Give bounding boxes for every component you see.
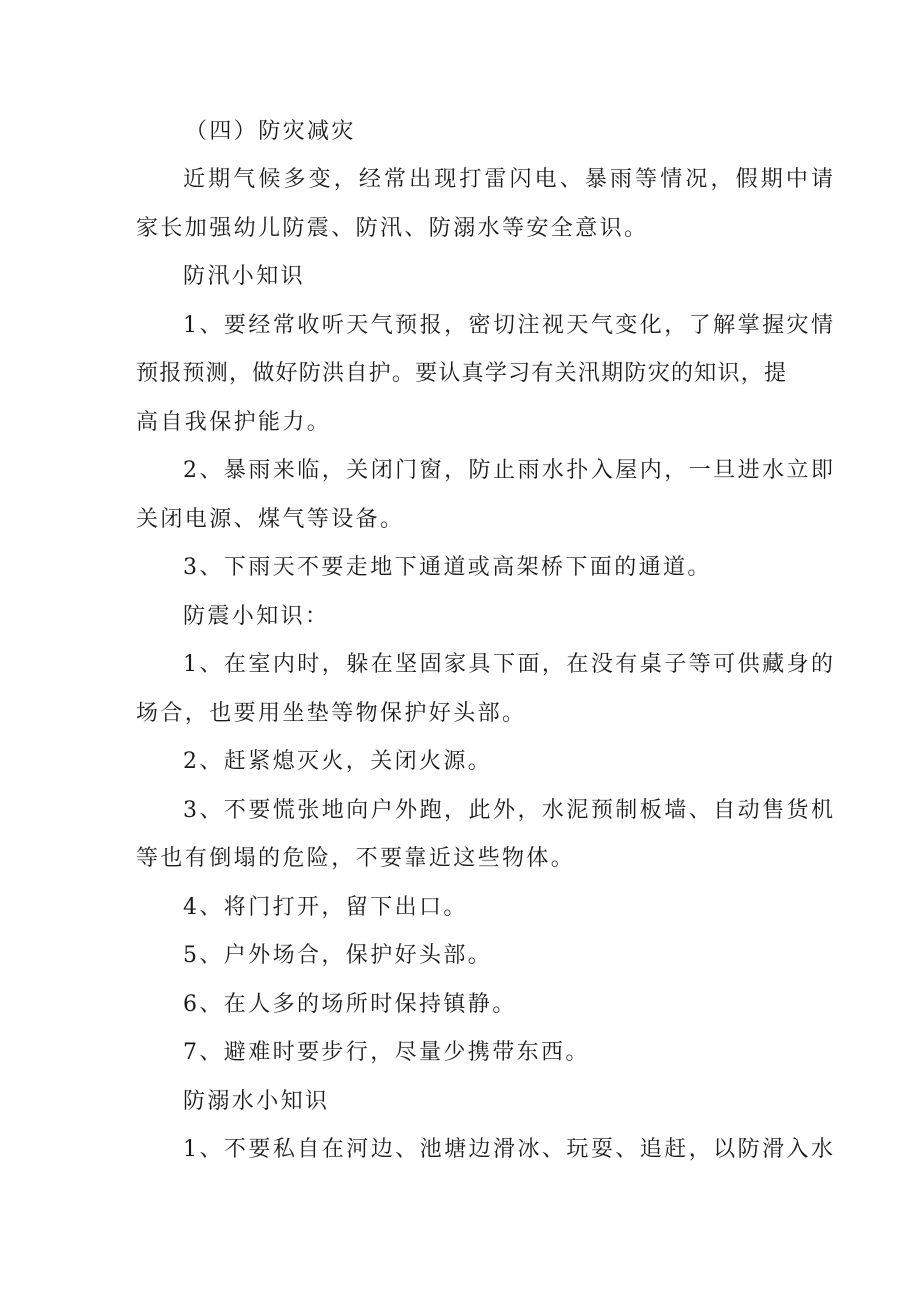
paragraph-line: 关闭电源、煤气等设备。 xyxy=(136,507,405,532)
paragraph-line: 1、在室内时，躲在坚固家具下面，在没有桌子等可供藏身的 xyxy=(183,652,833,677)
paragraph-line: 预报预测，做好防洪自护。要认真学习有关汛期防灾的知识，提 xyxy=(136,361,786,386)
section-heading: （四）防灾减灾 xyxy=(185,119,356,144)
paragraph-line: 1、不要私自在河边、池塘边滑冰、玩耍、追赶，以防滑入水 xyxy=(183,1137,833,1162)
paragraph-line: 3、不要慌张地向户外跑，此外，水泥预制板墙、自动售货机 xyxy=(183,798,833,823)
paragraph-line: 5、户外场合，保护好头部。 xyxy=(183,943,493,968)
paragraph-line: 等也有倒塌的危险，不要靠近这些物体。 xyxy=(136,846,576,871)
subheading-flood: 防汛小知识 xyxy=(183,264,306,289)
paragraph-line: 高自我保护能力。 xyxy=(136,410,332,435)
subheading-drowning: 防溺水小知识 xyxy=(183,1089,330,1114)
paragraph-line: 4、将门打开，留下出口。 xyxy=(183,895,468,920)
paragraph-line: 3、下雨天不要走地下通道或高架桥下面的通道。 xyxy=(183,555,712,580)
paragraph-line: 家长加强幼儿防震、防汛、防溺水等安全意识。 xyxy=(136,216,649,241)
paragraph-line: 7、避难时要步行，尽量少携带东西。 xyxy=(183,1040,590,1065)
paragraph-line: 6、在人多的场所时保持镇静。 xyxy=(183,992,517,1017)
paragraph-line: 1、要经常收听天气预报，密切注视天气变化，了解掌握灾情 xyxy=(183,313,833,338)
paragraph-line: 场合，也要用坐垫等物保护好头部。 xyxy=(136,701,527,726)
paragraph-line: 2、赶紧熄灭火，关闭火源。 xyxy=(183,749,493,774)
subheading-earthquake: 防震小知识： xyxy=(183,604,330,629)
paragraph-line: 近期气候多变，经常出现打雷闪电、暴雨等情况，假期中请 xyxy=(183,167,833,192)
paragraph-line: 2、暴雨来临，关闭门窗，防止雨水扑入屋内，一旦进水立即 xyxy=(183,458,833,483)
